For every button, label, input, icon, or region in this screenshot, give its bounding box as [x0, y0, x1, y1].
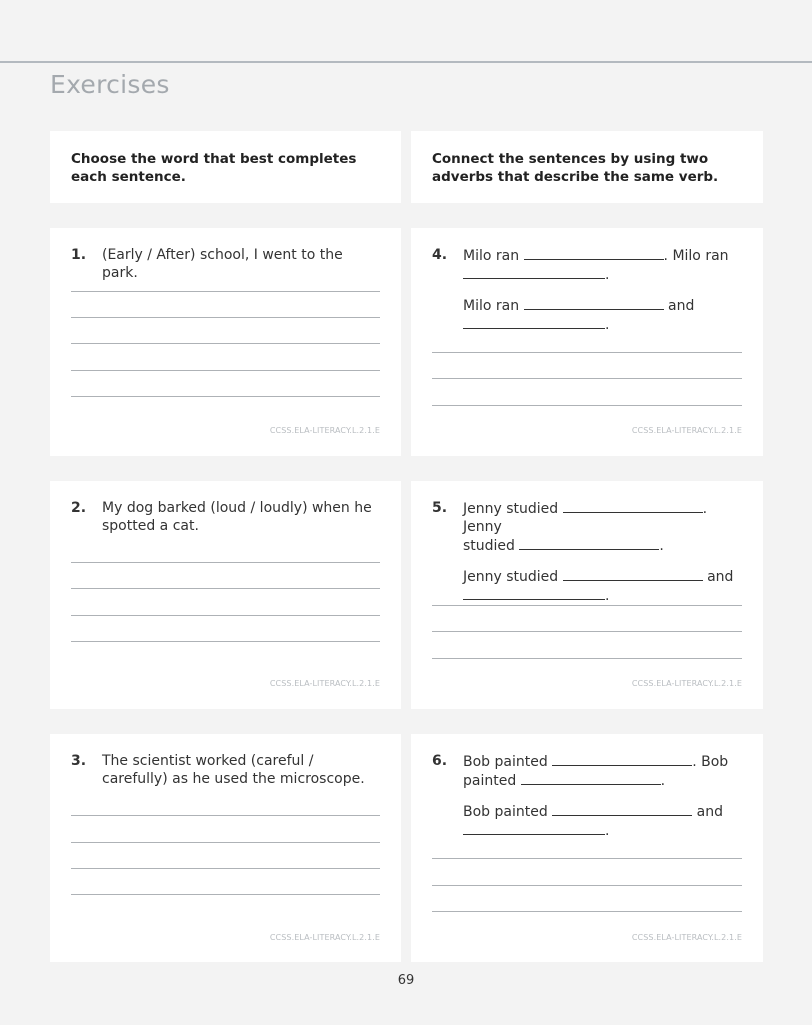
blank-field[interactable] — [519, 536, 659, 550]
blank-field[interactable] — [463, 586, 605, 600]
blank-field[interactable] — [524, 246, 664, 260]
subject-text: Bob painted — [463, 804, 548, 820]
subject-text: Jenny studied — [463, 501, 559, 517]
question-number: 1. — [71, 247, 87, 263]
answer-line[interactable] — [71, 615, 380, 616]
instruction-text-right: Connect the sentences by using two adverbs that describe the same verb. — [432, 151, 719, 185]
standard-code: CCSS.ELA-LITERACY.L.2.1.E — [631, 426, 742, 435]
question-card-5: 5. Jenny studied . Jenny studied . Jenny studied and . CCSS.ELA-LITERACY.L.2.1.E — [411, 481, 763, 709]
question-number: 5. — [432, 500, 448, 516]
blank-field[interactable] — [463, 315, 605, 329]
subject-text: Bob painted — [463, 754, 548, 770]
standard-code: CCSS.ELA-LITERACY.L.2.1.E — [631, 933, 742, 942]
subject-text: Jenny studied — [463, 569, 559, 585]
blank-field[interactable] — [563, 567, 703, 581]
standard-code: CCSS.ELA-LITERACY.L.2.1.E — [269, 679, 380, 688]
question-text: My dog barked (loud / loudly) when he spotted a cat. — [102, 500, 372, 534]
question-number: 3. — [71, 753, 87, 769]
and-text: and — [707, 569, 734, 585]
answer-line[interactable] — [432, 658, 742, 659]
page-title: Exercises — [50, 70, 170, 99]
answer-line[interactable] — [432, 858, 742, 859]
question-text: The scientist worked (careful / carefully) as he used the microscope. — [102, 753, 365, 787]
question-card-6: 6. Bob painted . Bob painted . Bob painted and . CCSS.ELA-LITERACY.L.2.1.E — [411, 734, 763, 962]
blank-field[interactable] — [521, 771, 661, 785]
answer-line[interactable] — [71, 868, 380, 869]
question-card-4: 4. Milo ran . Milo ran . Milo ran and . CCSS.ELA-LITERACY.L.2.1.E — [411, 228, 763, 456]
instruction-card-right — [411, 131, 763, 203]
question-card-3 — [50, 734, 401, 962]
answer-line[interactable] — [71, 343, 380, 344]
answer-line[interactable] — [432, 352, 742, 353]
answer-line[interactable] — [71, 291, 380, 292]
answer-line[interactable] — [432, 378, 742, 379]
and-text: and — [696, 804, 723, 820]
blank-field[interactable] — [524, 296, 664, 310]
and-text: and — [668, 298, 695, 314]
answer-line[interactable] — [71, 588, 380, 589]
answer-line[interactable] — [71, 396, 380, 397]
question-text: (Early / After) school, I went to the park. — [102, 247, 343, 281]
answer-line[interactable] — [71, 894, 380, 895]
standard-code: CCSS.ELA-LITERACY.L.2.1.E — [269, 426, 380, 435]
question-number: 4. — [432, 247, 448, 263]
answer-line[interactable] — [71, 641, 380, 642]
question-card-1 — [50, 228, 401, 456]
blank-field[interactable] — [552, 752, 692, 766]
instruction-text-left: Choose the word that best completes each sentence. — [71, 151, 357, 185]
answer-line[interactable] — [432, 405, 742, 406]
question-number: 6. — [432, 753, 448, 769]
blank-field[interactable] — [463, 265, 605, 279]
question-number: 2. — [71, 500, 87, 516]
answer-line[interactable] — [71, 842, 380, 843]
header-rule — [0, 61, 812, 63]
instruction-card-left — [50, 131, 401, 203]
subject-text: Milo ran — [463, 298, 520, 314]
answer-line[interactable] — [71, 370, 380, 371]
answer-line[interactable] — [432, 885, 742, 886]
answer-line[interactable] — [71, 815, 380, 816]
question-card-2 — [50, 481, 401, 709]
blank-field[interactable] — [563, 499, 703, 513]
answer-line[interactable] — [71, 562, 380, 563]
answer-line[interactable] — [432, 605, 742, 606]
blank-field[interactable] — [463, 821, 605, 835]
subject-text: Milo ran — [463, 248, 520, 264]
standard-code: CCSS.ELA-LITERACY.L.2.1.E — [269, 933, 380, 942]
answer-line[interactable] — [432, 631, 742, 632]
subject-text: Milo ran — [672, 248, 729, 264]
standard-code: CCSS.ELA-LITERACY.L.2.1.E — [631, 679, 742, 688]
answer-line[interactable] — [432, 911, 742, 912]
answer-line[interactable] — [71, 317, 380, 318]
blank-field[interactable] — [552, 802, 692, 816]
page-number: 69 — [397, 973, 415, 988]
